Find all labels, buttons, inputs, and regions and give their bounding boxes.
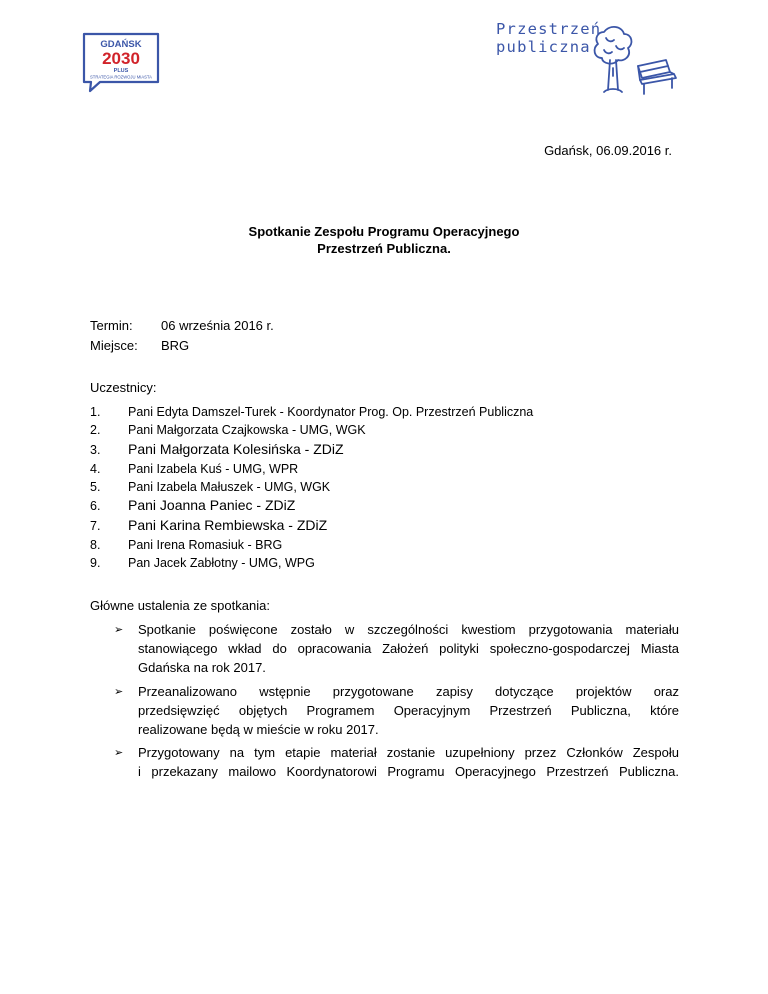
finding-line: Spotkanie poświęcone zostało w szczególności kwestiom przygotowania materiału [138, 622, 679, 637]
participant-number: 3. [90, 443, 101, 457]
participant-name: Pani Małgorzata Czajkowska - UMG, WGK [128, 423, 366, 437]
bullet-arrow-icon: ➢ [114, 624, 124, 636]
logo-left-line3: PLUS [113, 68, 129, 74]
participant-name: Pani Joanna Paniec - ZDiZ [128, 497, 296, 513]
logo-left-line4: STRATEGIA ROZWOJU MIASTA [90, 74, 152, 80]
participant-number: 6. [90, 499, 101, 513]
gdansk-2030-logo [80, 30, 162, 94]
finding-line: Przeanalizowano wstępnie przygotowane zapisy dotyczące projektów oraz [138, 684, 679, 699]
finding-line: i przekazany mailowo Koordynatorowi Programu Operacyjnego Przestrzeń Publiczna. [138, 764, 679, 779]
participant-name: Pani Izabela Małuszek - UMG, WGK [128, 480, 331, 494]
finding-line: przedsięwzięć objętych Programem Operacyjnym Przestrzeń Publiczna, które [138, 703, 679, 718]
finding-item [138, 682, 679, 739]
participant-number: 7. [90, 519, 101, 533]
document-date: Gdańsk, 06.09.2016 r. [544, 143, 672, 158]
tree-bench-icon [588, 24, 684, 106]
document-title-line1: Spotkanie Zespołu Programu Operacyjnego [248, 224, 520, 239]
termin-value: 06 września 2016 r. [161, 318, 274, 333]
logo-left-line1: GDAŃSK [100, 39, 142, 50]
participant-number: 8. [90, 538, 101, 552]
miejsce-value: BRG [161, 338, 190, 353]
finding-line: Gdańska na rok 2017. [138, 660, 266, 675]
logo-right-line1: Przestrzeń [496, 20, 602, 38]
participant-number: 9. [90, 556, 101, 570]
finding-line: Przygotowany na tym etapie materiał zostanie uzupełniony przez Członków Zespołu [138, 745, 679, 760]
przestrzen-publiczna-logo [496, 20, 684, 106]
termin-label: Termin: [90, 318, 133, 333]
finding-item [138, 743, 679, 781]
participants-heading: Uczestnicy: [90, 380, 157, 395]
participant-name: Pani Karina Rembiewska - ZDiZ [128, 517, 328, 533]
gdansk-2030-logo-frame [80, 30, 162, 94]
finding-item [138, 620, 679, 677]
participant-number: 2. [90, 423, 101, 437]
participant-number: 1. [90, 405, 101, 419]
finding-line: stanowiącego wkład do opracowania Założeń polityki społeczno-gospodarczej Miasta [138, 641, 679, 656]
document-title-line2: Przestrzeń Publiczna. [317, 241, 451, 256]
finding-line: realizowane będą w mieście w roku 2017. [138, 722, 379, 737]
participant-name: Pani Izabela Kuś - UMG, WPR [128, 462, 299, 476]
logo-right-line2: publiczna [496, 38, 591, 56]
bullet-arrow-icon: ➢ [114, 747, 124, 759]
logo-left-line2: 2030 [102, 49, 140, 68]
participant-number: 5. [90, 480, 101, 494]
participant-name: Pani Irena Romasiuk - BRG [128, 538, 283, 552]
miejsce-label: Miejsce: [90, 338, 138, 353]
participant-number: 4. [90, 462, 101, 476]
participant-name: Pan Jacek Zabłotny - UMG, WPG [128, 556, 315, 570]
participant-name: Pani Małgorzata Kolesińska - ZDiZ [128, 441, 344, 457]
findings-heading: Główne ustalenia ze spotkania: [90, 598, 270, 613]
bullet-arrow-icon: ➢ [114, 686, 124, 698]
logo-right-text [496, 20, 601, 56]
participant-name: Pani Edyta Damszel-Turek - Koordynator Prog. Op. Przestrzeń Publiczna [128, 405, 534, 419]
